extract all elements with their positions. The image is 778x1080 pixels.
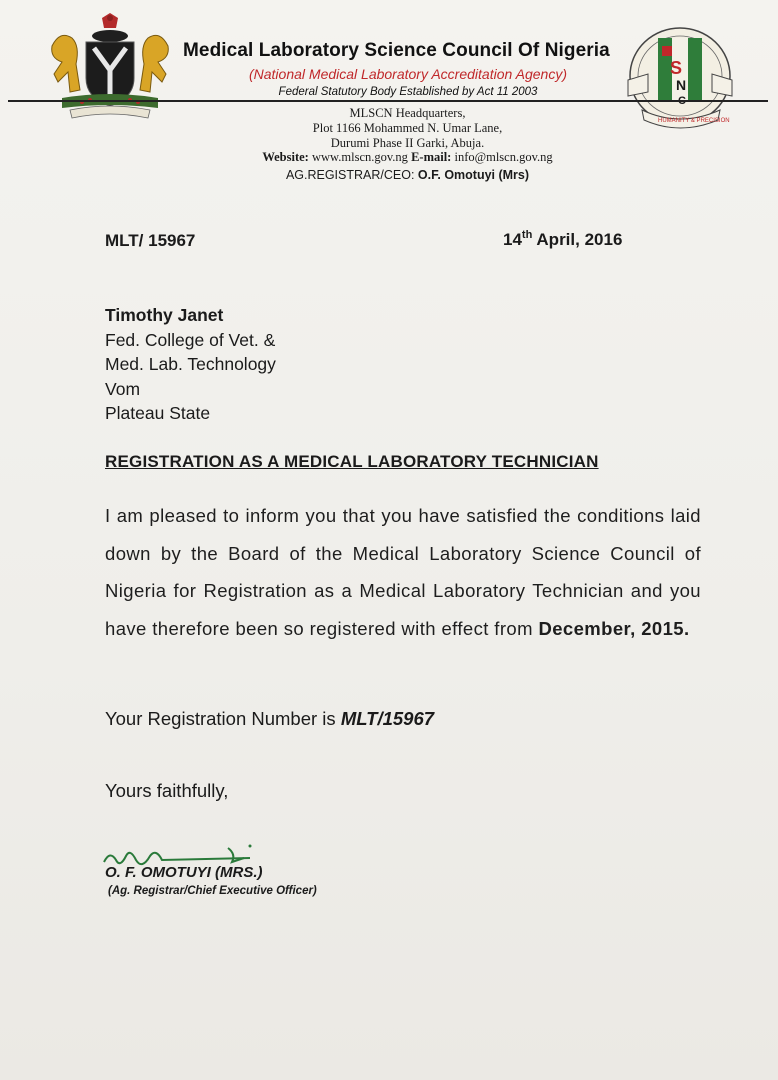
body-text: I am pleased to inform you that you have satisfied the conditions laid down by the Board of the Medical Laboratory Science Council of Nigeria for Registration as a Medical Laboratory Technician and you have therefore been so registered with effect from xyxy=(105,505,701,639)
recipient-line: Plateau State xyxy=(105,403,211,423)
statutory-note: Federal Statutory Body Established by Act 11 2003 xyxy=(278,86,538,98)
registrar-label: AG.REGISTRAR/CEO: xyxy=(285,168,415,182)
body-paragraph xyxy=(105,497,701,647)
recipient-line: Fed. College of Vet. & xyxy=(105,329,276,350)
recipient-line: Vom xyxy=(105,378,141,399)
svg-text:N: N xyxy=(676,77,687,93)
date-suffix: th xyxy=(521,229,533,241)
website-link[interactable]: www.mlscn.gov.ng xyxy=(311,150,408,164)
website-label: Website: xyxy=(262,150,309,164)
email-link[interactable]: info@mlscn.gov.ng xyxy=(454,150,553,164)
date-day: 14 xyxy=(503,230,522,249)
mlscn-seal-logo xyxy=(618,24,748,134)
letterhead-divider xyxy=(8,100,768,102)
email-label: E-mail: xyxy=(411,150,452,164)
date-rest: April, 2016 xyxy=(532,230,623,249)
address-line-2: Plot 1166 Mohammed N. Umar Lane, xyxy=(312,121,503,135)
seal-motto: HUMANITY & PRECISION xyxy=(658,118,730,124)
effective-date: December, 2015. xyxy=(538,617,690,639)
coat-of-arms-emblem xyxy=(40,12,180,124)
letter-subject: REGISTRATION AS A MEDICAL LABORATORY TECHNICIAN xyxy=(105,452,599,471)
closing-salutation: Yours faithfully, xyxy=(105,780,229,801)
registrar-line xyxy=(200,168,615,182)
recipient-name: Timothy Janet xyxy=(105,305,224,325)
contact-line xyxy=(200,150,615,165)
signatory-title: (Ag. Registrar/Chief Executive Officer) xyxy=(108,885,317,897)
reference-number: MLT/ 15967 xyxy=(105,231,196,250)
registration-number: MLT/15967 xyxy=(340,708,435,729)
organization-subtitle: (National Medical Laboratory Accreditation Agency) xyxy=(248,66,567,82)
registration-prefix: Your Registration Number is xyxy=(105,708,336,729)
seal-letters-s: S xyxy=(670,58,683,78)
organization-name: Medical Laboratory Science Council Of Nigeria xyxy=(183,40,610,61)
letter-date xyxy=(503,229,622,250)
registrar-name: O.F. Omotuyi (Mrs) xyxy=(417,168,530,182)
recipient-line: Med. Lab. Technology xyxy=(105,354,276,374)
address-line-3: Durumi Phase II Garki, Abuja. xyxy=(330,136,485,150)
registration-line xyxy=(105,708,434,730)
signatory-name: O. F. OMOTUYI (MRS.) xyxy=(105,864,263,881)
address-line-1: MLSCN Headquarters, xyxy=(349,106,466,120)
recipient-address xyxy=(105,303,276,426)
